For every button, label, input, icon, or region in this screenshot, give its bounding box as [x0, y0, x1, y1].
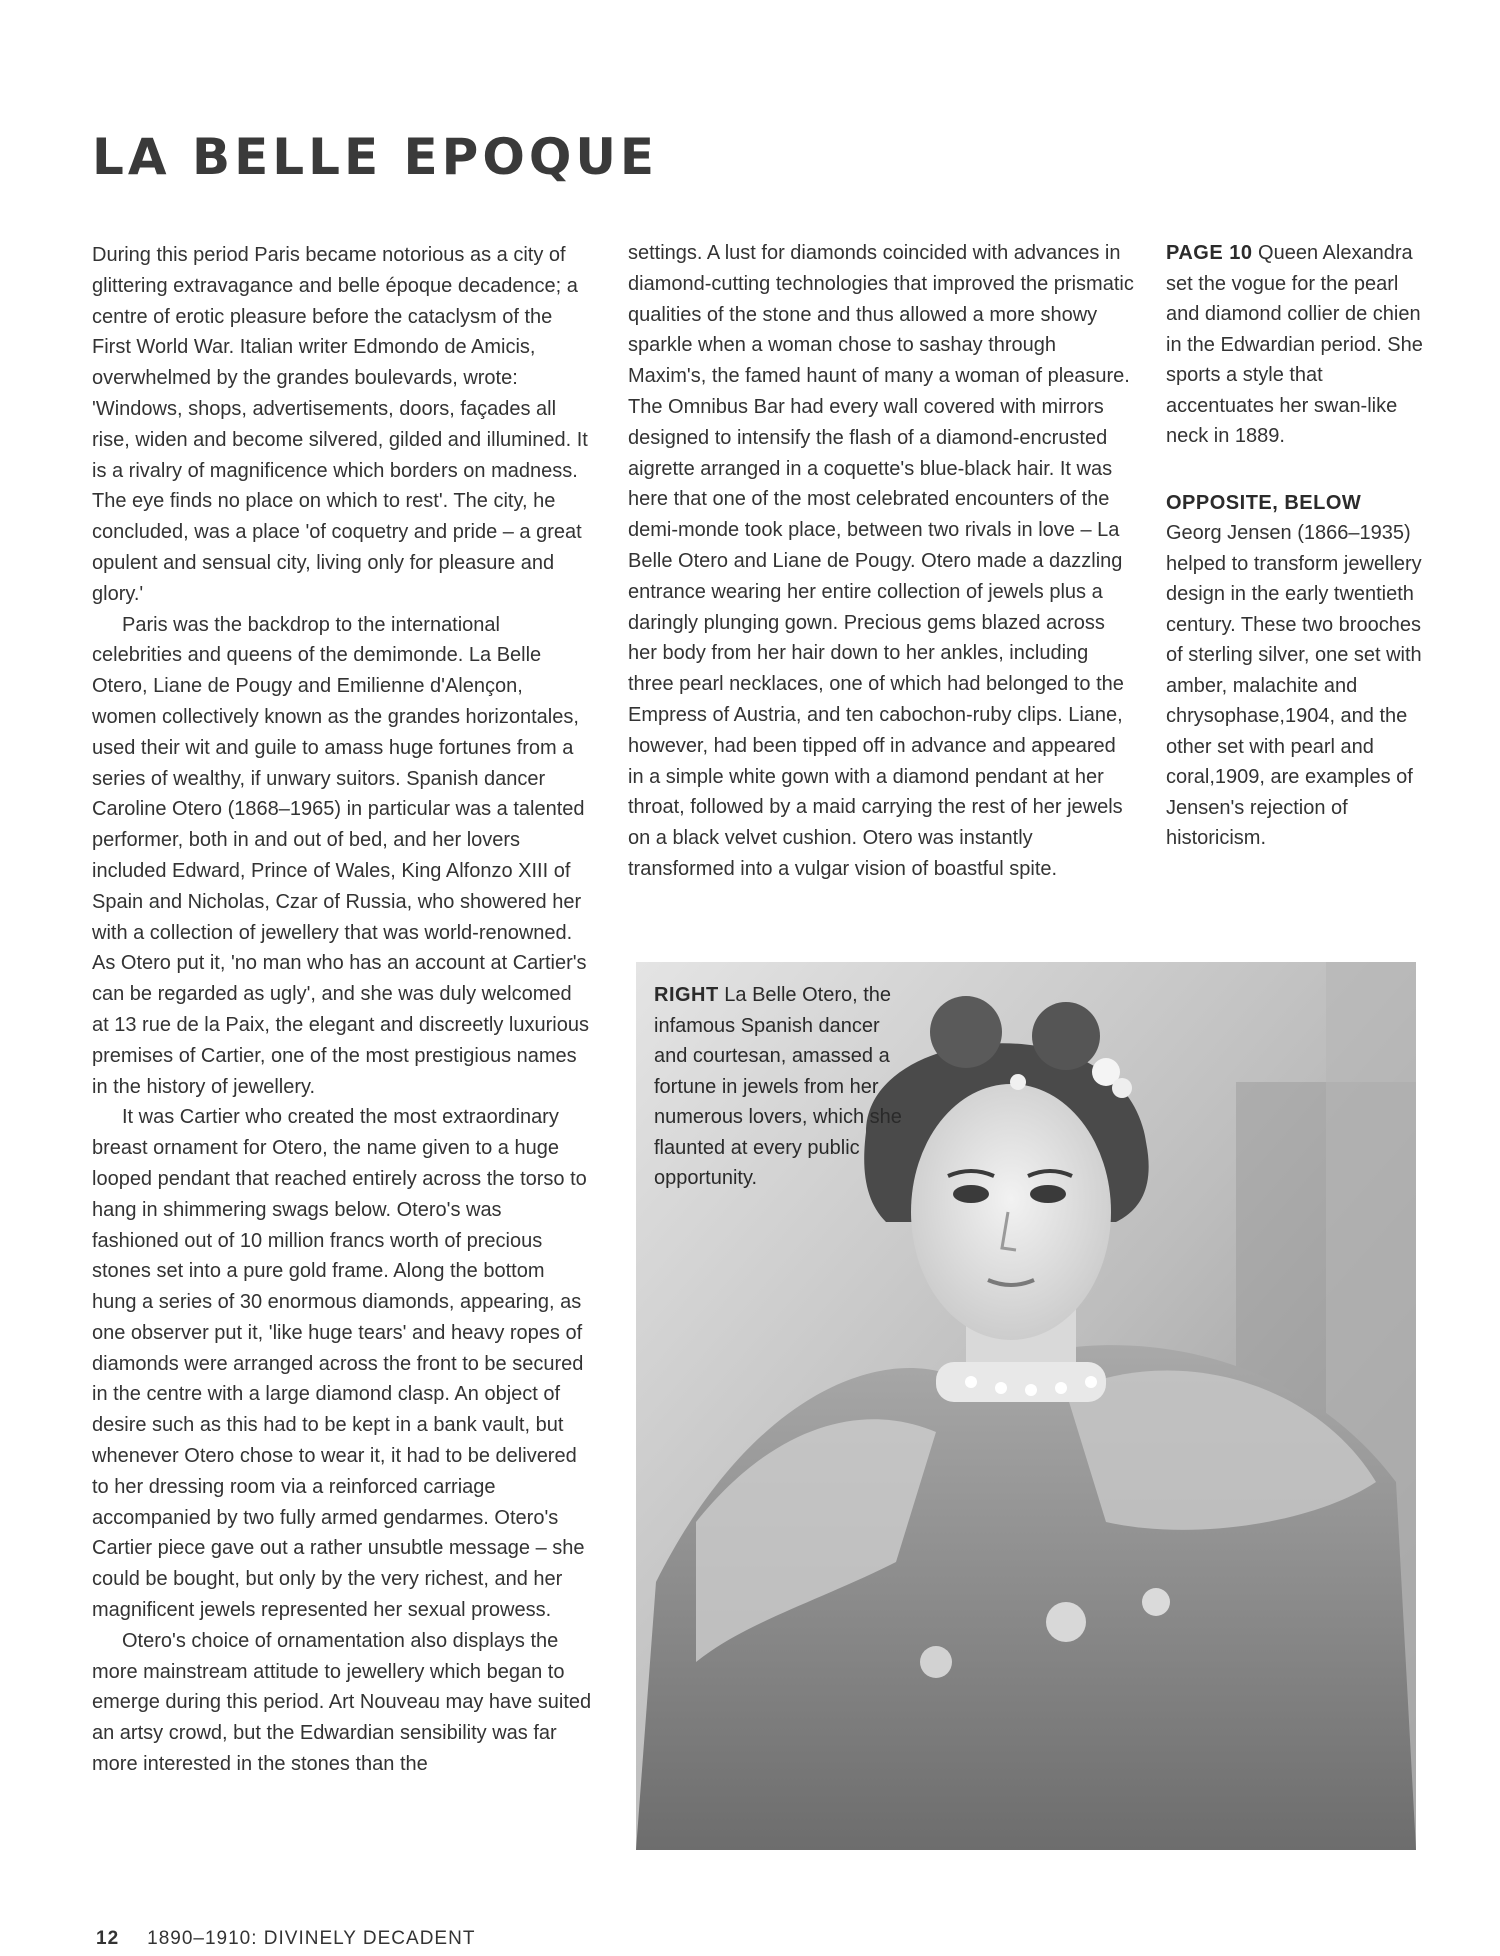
caption-opposite — [1166, 488, 1428, 854]
photo-caption — [654, 980, 906, 1194]
body-column-2 — [628, 238, 1136, 885]
caption-label: PAGE 10 — [1166, 242, 1253, 264]
caption-text: La Belle Otero, the infamous Spanish dancer and courtesan, amassed a fortune in jewels from her numerous lovers, which she flaunted at every public opportunity. — [654, 984, 902, 1189]
paragraph: During this period Paris became notorious as a city of glittering extravagance and belle époque decadence; a centre of erotic pleasure before the cataclysm of the First World War. Italian writer Edmondo de Amicis, overwhelmed by the grandes boulevards, wrote: 'Windows, shops, advertisements, doors, façades all rise, widen and become silvered, gilded and illumined. It is a rivalry of magnificence which borders on madness. The eye finds no place on which to rest'. The city, he concluded, was a place 'of coquetry and pride – a great opulent and sensual city, living only for pleasure and glory.' — [92, 244, 588, 605]
caption-label: RIGHT — [654, 984, 719, 1006]
portrait-photo — [636, 962, 1416, 1850]
body-column-1 — [92, 240, 592, 1780]
page-title: LA BELLE EPOQUE — [92, 128, 659, 186]
caption-column — [1166, 238, 1428, 890]
caption-text: Georg Jensen (1866–1935) helped to transform jewellery design in the early twentieth century. These two brooches of sterling silver, one set with amber, malachite and chrysophase,1904, and the other set with pearl and coral,1909, are examples of Jensen's rejection of historicism. — [1166, 522, 1422, 849]
paragraph: Otero's choice of ornamentation also displays the more mainstream attitude to jewellery which began to emerge during this period. Art Nouveau may have suited an artsy crowd, but the Edwardian sensibility was far more interested in the stones than the — [92, 1629, 592, 1776]
caption-page10 — [1166, 238, 1428, 452]
page-footer — [96, 1928, 475, 1950]
page-number: 12 — [96, 1928, 120, 1949]
paragraph: settings. A lust for diamonds coincided with advances in diamond-cutting technologies that improved the prismatic qualities of the stone and thus allowed a more showy sparkle when a woman chose to sashay through Maxim's, the famed haunt of many a woman of pleasure. The Omnibus Bar had every wall covered with mirrors designed to intensify the flash of a diamond-encrusted aigrette arranged in a coquette's blue-black hair. It was here that one of the most celebrated encounters of the demi-monde took place, between two rivals in love – La Belle Otero and Liane de Pougy. Otero made a dazzling entrance wearing her entire collection of jewels plus a daringly plunging gown. Precious gems blazed across her body from her hair down to her ankles, including three pearl necklaces, one of which had belonged to the Empress of Austria, and ten cabochon-ruby clips. Liane, however, had been tipped off in advance and appeared in a simple white gown with a diamond pendant at her throat, followed by a maid carrying the rest of her jewels on a black velvet cushion. Otero was instantly transformed into a vulgar vision of boastful spite. — [628, 242, 1134, 880]
paragraph: It was Cartier who created the most extraordinary breast ornament for Otero, the name given to a huge looped pendant that reached entirely across the torso to hang in shimmering swags below. Otero's was fashioned out of 10 million francs worth of precious stones set into a pure gold frame. Along the bottom hung a series of 30 enormous diamonds, appearing, as one observer put it, 'like huge tears' and heavy ropes of diamonds were arranged across the front to be secured in the centre with a large diamond clasp. An object of desire such as this had to be kept in a bank vault, but whenever Otero chose to wear it, it had to be delivered to her dressing room via a reinforced carriage accompanied by two fully armed gendarmes. Otero's Cartier piece gave out a rather unsubtle message – she could be bought, but only by the very richest, and her magnificent jewels represented her sexual prowess. — [92, 1106, 587, 1622]
caption-label: OPPOSITE, BELOW — [1166, 491, 1362, 514]
paragraph: Paris was the backdrop to the international celebrities and queens of the demimonde. La Belle Otero, Liane de Pougy and Emilienne d'Alençon, women collectively known as the grandes horizontales, used their wit and guile to amass huge fortunes from a series of wealthy, if unwary suitors. Spanish dancer Caroline Otero (1868–1965) in particular was a talented performer, both in and out of bed, and her lovers included Edward, Prince of Wales, King Alfonzo XIII of Spain and Nicholas, Czar of Russia, who showered her with a collection of jewellery that was world-renowned. As Otero put it, 'no man who has an account at Cartier's can be regarded as ugly', and she was duly welcomed at 13 rue de la Paix, the elegant and discreetly luxurious premises of Cartier, one of the most prestigious names in the history of jewellery. — [92, 613, 589, 1098]
section-title: 1890–1910: DIVINELY DECADENT — [147, 1928, 476, 1949]
caption-text: Queen Alexandra set the vogue for the pearl and diamond collier de chien in the Edwardian period. She sports a style that accentuates her swan-like neck in 1889. — [1166, 242, 1423, 447]
